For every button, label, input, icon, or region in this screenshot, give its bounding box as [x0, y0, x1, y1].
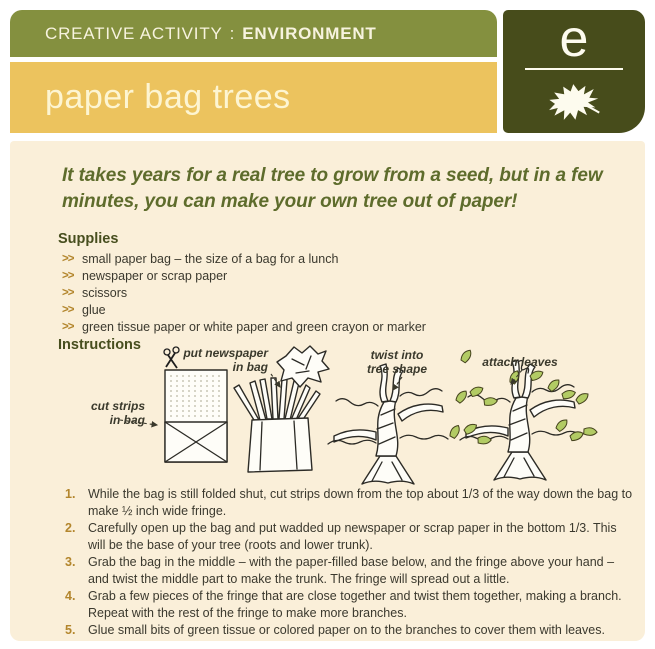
item-text: newspaper or scrap paper	[82, 269, 228, 283]
supplies-heading: Supplies	[58, 231, 119, 247]
list-item	[62, 319, 426, 336]
badge-letter: e	[559, 10, 589, 68]
chevron-marker: >>	[62, 321, 74, 333]
header-bar	[10, 10, 497, 57]
title-bar	[10, 62, 497, 133]
chevron-marker: >>	[62, 253, 74, 265]
step-number: 4.	[65, 589, 76, 603]
badge-divider	[525, 68, 623, 70]
list-item	[62, 268, 426, 285]
illustration-caption: tree shape	[366, 362, 428, 376]
step-item	[65, 486, 637, 520]
illustration-caption: attach leaves	[482, 355, 558, 369]
step-item	[65, 520, 637, 554]
fringed-bag-illustration	[234, 378, 320, 472]
list-item	[62, 302, 426, 319]
step-item	[65, 588, 637, 622]
illustration-caption: in bag	[109, 413, 145, 427]
step-number: 1.	[65, 487, 76, 501]
chevron-marker: >>	[62, 304, 74, 316]
step-number: 3.	[65, 555, 76, 569]
item-text: glue	[82, 303, 106, 317]
supplies-list	[62, 251, 426, 336]
illustration-caption: in bag	[232, 360, 268, 374]
step-number: 5.	[65, 623, 76, 637]
twisted-tree-illustration	[328, 364, 448, 484]
illustration-caption: cut strips	[90, 399, 145, 413]
illustration-caption: twist into	[370, 348, 424, 362]
item-text: green tissue paper or white paper and green crayon or marker	[82, 320, 426, 334]
list-item	[62, 285, 426, 302]
intro-text: It takes years for a real tree to grow from a seed, but in a few minutes, you can make your own tree out of paper!	[62, 165, 603, 212]
folded-bag-illustration	[164, 347, 227, 462]
step-list	[65, 486, 637, 639]
step-item	[65, 554, 637, 588]
step-text: While the bag is still folded shut, cut strips down from the top about 1/3 of the way down the bag to make ½ inch wide fringe.	[88, 487, 633, 518]
page-title: paper bag trees	[45, 78, 291, 116]
category-label: CREATIVE ACTIVITY	[45, 23, 223, 43]
step-text: Grab a few pieces of the fringe that are close together and twist them together, making a branch. Repeat with the rest of the fringe to make more branches.	[88, 589, 622, 620]
oak-leaf-icon	[545, 74, 603, 130]
illustration-caption: put newspaper	[183, 346, 268, 360]
step-number: 2.	[65, 521, 76, 535]
list-item	[62, 251, 426, 268]
topic-label: ENVIRONMENT	[242, 23, 377, 43]
scissors-icon	[164, 347, 179, 368]
header-separator: :	[229, 23, 236, 43]
step-text: Carefully open up the bag and put wadded up newspaper or scrap paper in the bottom 1/3. This will be the base of your tree (roots and lower trunk).	[88, 521, 617, 552]
step-text: Grab the bag in the middle – with the paper-filled base below, and the fringe above your hand – and twist the middle part to make the trunk. The fringe will spread out a little.	[88, 555, 615, 586]
illustration-canvas	[10, 344, 645, 489]
item-text: small paper bag – the size of a bag for a lunch	[82, 252, 339, 266]
chevron-marker: >>	[62, 287, 74, 299]
logo-badge	[503, 10, 645, 133]
chevron-marker: >>	[62, 270, 74, 282]
instructions-heading: Instructions	[58, 337, 141, 353]
step-item	[65, 622, 637, 639]
item-text: scissors	[82, 286, 128, 300]
step-text: Glue small bits of green tissue or colored paper on to the branches to cover them with leaves.	[88, 623, 605, 637]
content-panel	[10, 141, 645, 641]
leafy-tree-illustration	[447, 350, 597, 480]
